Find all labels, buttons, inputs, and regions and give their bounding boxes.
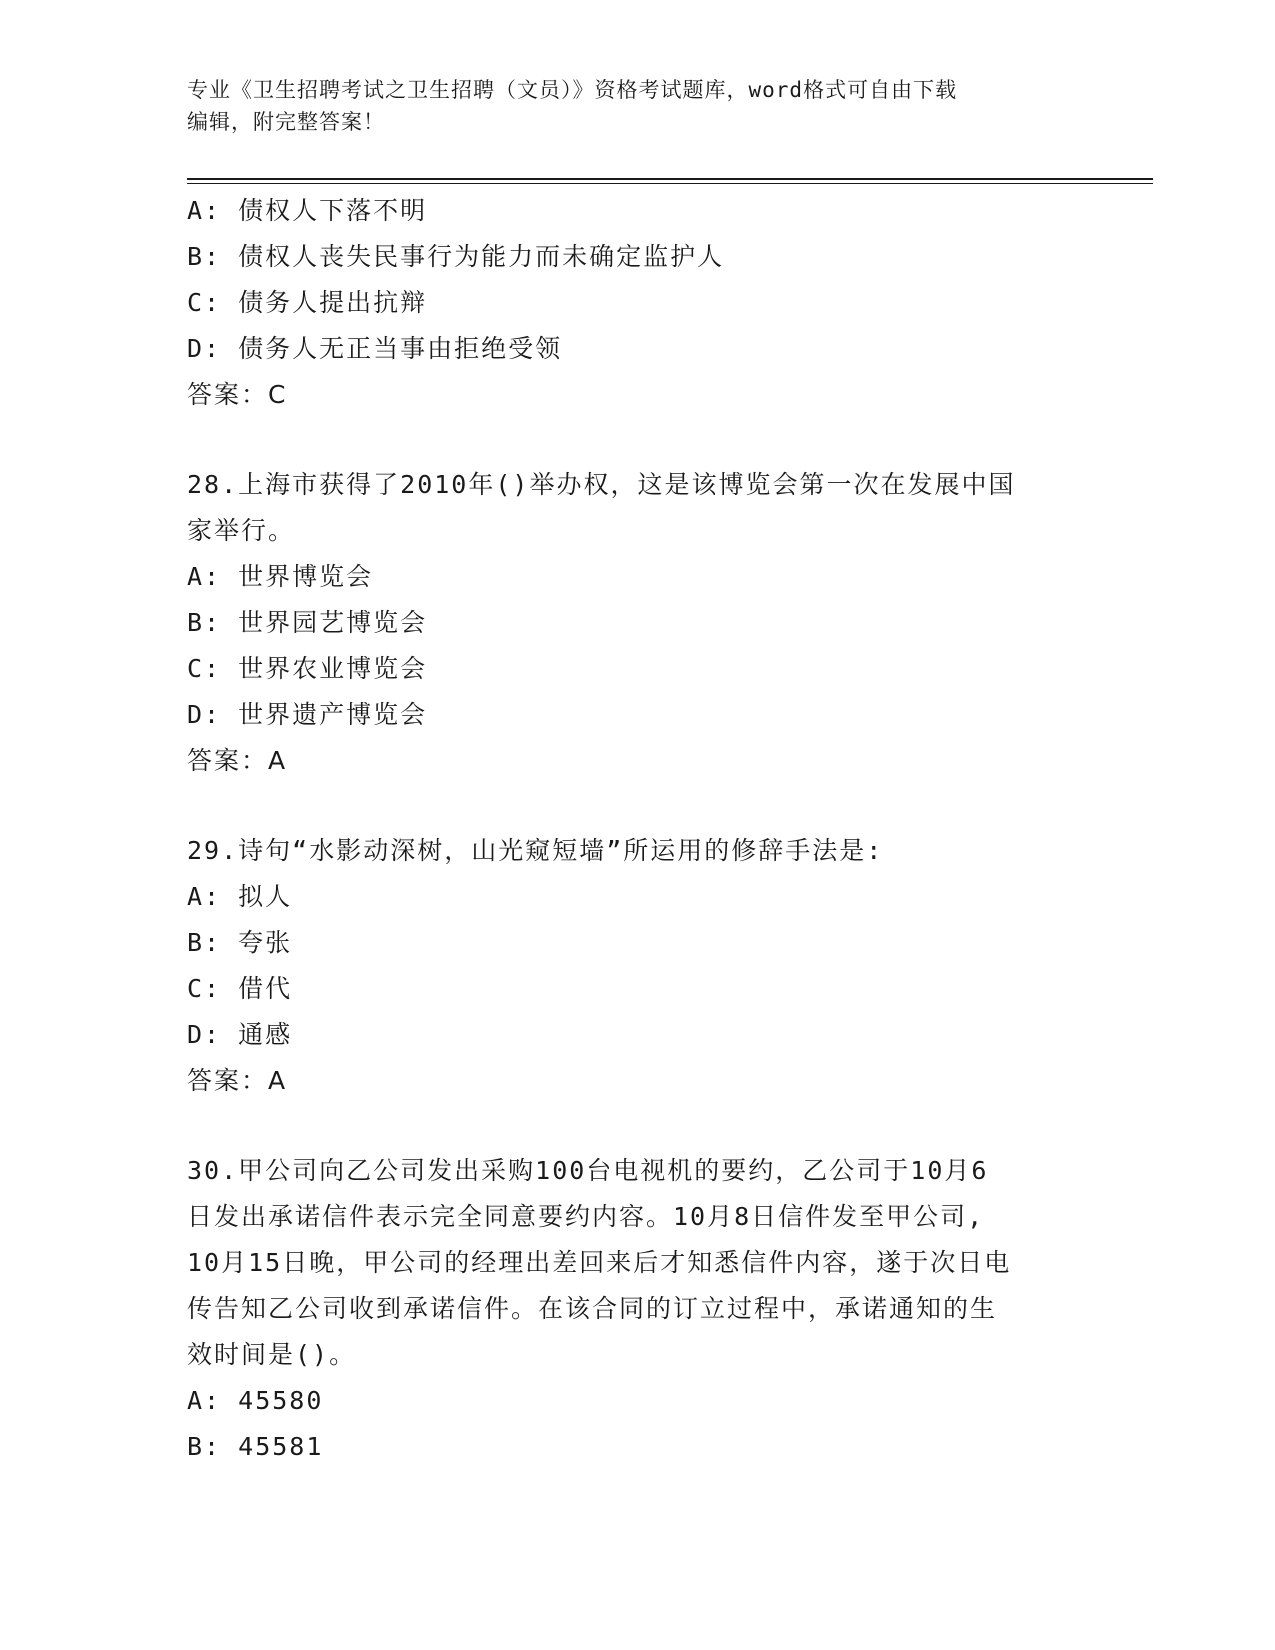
question-stem-line: 30.甲公司向乙公司发出采购100台电视机的要约，乙公司于10月6 <box>187 1156 989 1185</box>
option-c: C: 借代 <box>187 974 293 1003</box>
spacer <box>187 418 1087 462</box>
question-28 <box>187 462 1087 784</box>
question-stem-line: 28.上海市获得了2010年()举办权，这是该博览会第一次在发展中国 <box>187 470 1016 499</box>
option-d: D: 通感 <box>187 1020 293 1049</box>
option-b: B: 债权人丧失民事行为能力而未确定监护人 <box>187 242 725 271</box>
question-stem-line: 效时间是()。 <box>187 1340 357 1369</box>
header-divider-thin <box>187 183 1153 184</box>
option-c: C: 世界农业博览会 <box>187 654 428 683</box>
header-line-1: 专业《卫生招聘考试之卫生招聘（文员）》资格考试题库，word格式可自由下载 <box>187 78 958 102</box>
option-d: D: 世界遗产博览会 <box>187 700 428 729</box>
option-a: A: 45580 <box>187 1386 324 1415</box>
question-30 <box>187 1148 1087 1470</box>
question-list <box>187 188 1087 1470</box>
spacer <box>187 1104 1087 1148</box>
option-a: A: 世界博览会 <box>187 562 374 591</box>
option-b: B: 45581 <box>187 1432 324 1461</box>
question-27 <box>187 188 1087 418</box>
header-line-2: 编辑，附完整答案！ <box>187 110 385 134</box>
question-stem-line: 家举行。 <box>187 516 296 545</box>
option-a: A: 债权人下落不明 <box>187 196 428 225</box>
option-b: B: 夸张 <box>187 928 293 957</box>
question-stem-line: 传告知乙公司收到承诺信件。在该合同的订立过程中，承诺通知的生 <box>187 1294 998 1323</box>
answer: 答案：A <box>187 1066 288 1095</box>
question-stem-line: 日发出承诺信件表示完全同意要约内容。10月8日信件发至甲公司, <box>187 1202 985 1231</box>
question-stem-line: 29.诗句“水影动深树，山光窥短墙”所运用的修辞手法是: <box>187 836 884 865</box>
question-stem-line: 10月15日晚，甲公司的经理出差回来后才知悉信件内容，遂于次日电 <box>187 1248 1012 1277</box>
answer: 答案：A <box>187 746 288 775</box>
question-29 <box>187 828 1087 1104</box>
header-divider-thick <box>187 178 1153 180</box>
option-d: D: 债务人无正当事由拒绝受领 <box>187 334 563 363</box>
answer: 答案：C <box>187 380 288 409</box>
option-c: C: 债务人提出抗辩 <box>187 288 428 317</box>
option-b: B: 世界园艺博览会 <box>187 608 428 637</box>
spacer <box>187 784 1087 828</box>
document-header <box>187 74 1087 138</box>
option-a: A: 拟人 <box>187 882 293 911</box>
